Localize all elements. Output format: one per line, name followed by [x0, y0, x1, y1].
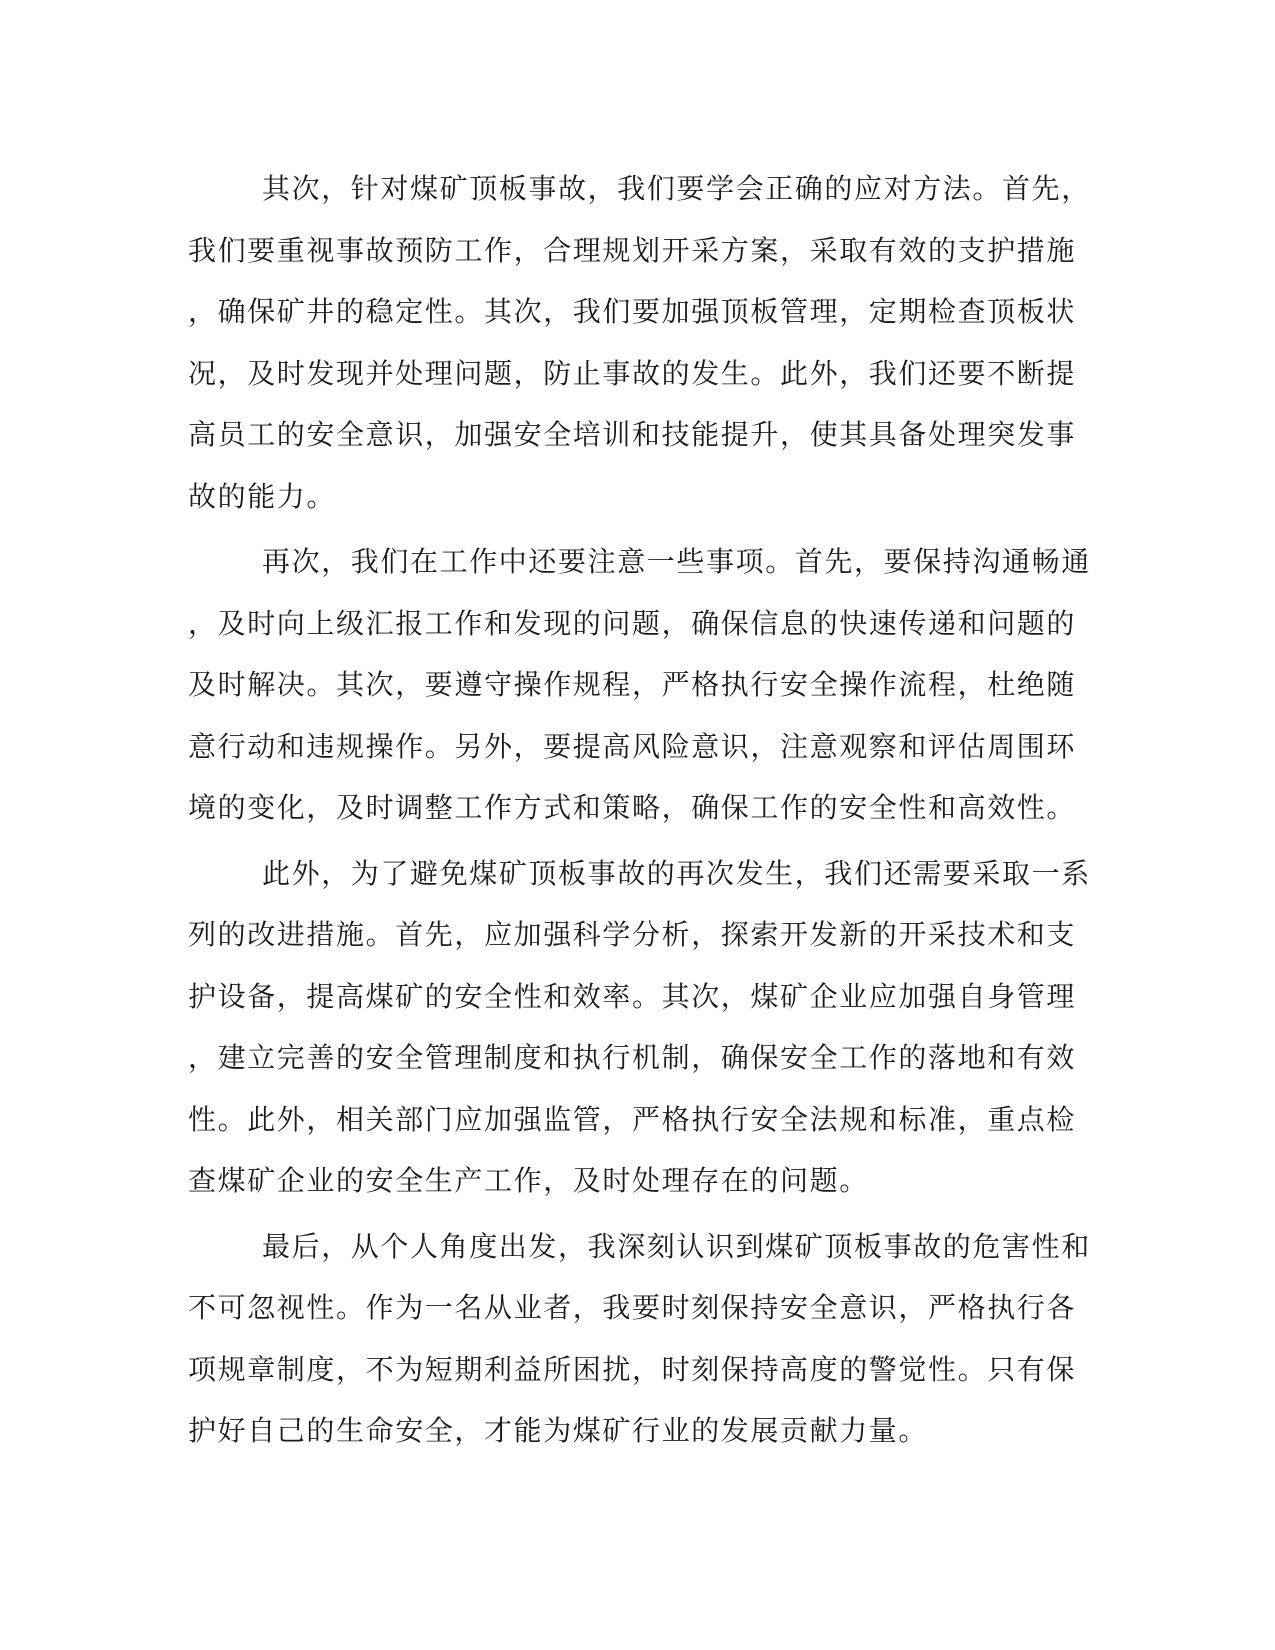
paragraph-line: 我们要重视事故预防工作，合理规划开采方案，采取有效的支护措施	[188, 233, 1077, 267]
paragraph-line: 最后，从个人角度出发，我深刻认识到煤矿顶板事故的危害性和	[262, 1229, 1091, 1263]
paragraph-line: 不可忽视性。作为一名从业者，我要时刻保持安全意识，严格执行各	[188, 1291, 1077, 1324]
paragraph-line: 项规章制度，不为短期利益所困扰，时刻保持高度的警觉性。只有保	[188, 1352, 1077, 1386]
paragraph-line: 护好自己的生命安全，才能为煤矿行业的发展贡献力量。	[188, 1414, 929, 1447]
paragraph-line: 护设备，提高煤矿的安全性和效率。其次，煤矿企业应加强自身管理	[188, 979, 1077, 1013]
paragraph-2	[188, 531, 1091, 839]
paragraph-line: ，确保矿井的稳定性。其次，我们要加强顶板管理，定期检查顶板状	[188, 295, 1077, 328]
paragraph-line: 况，及时发现并处理问题，防止事故的发生。此外，我们还要不断提	[188, 356, 1077, 390]
paragraph-line: 再次，我们在工作中还要注意一些事项。首先，要保持沟通畅通	[262, 545, 1091, 578]
paragraph-line: 高员工的安全意识，加强安全培训和技能提升，使其具备处理突发事	[188, 418, 1077, 451]
paragraph-3	[188, 843, 1091, 1212]
paragraph-line: 意行动和违规操作。另外，要提高风险意识，注意观察和评估周围环	[188, 729, 1077, 763]
paragraph-line: 查煤矿企业的安全生产工作，及时处理存在的问题。	[188, 1164, 869, 1197]
paragraph-line: 其次，针对煤矿顶板事故，我们要学会正确的应对方法。首先，	[262, 172, 1091, 205]
paragraph-line: 境的变化，及时调整工作方式和策略，确保工作的安全性和高效性。	[188, 791, 1077, 824]
paragraph-line: 此外，为了避免煤矿顶板事故的再次发生，我们还需要采取一系	[262, 856, 1091, 890]
paragraph-line: ，及时向上级汇报工作和发现的问题，确保信息的快速传递和问题的	[188, 606, 1077, 640]
paragraph-line: 及时解决。其次，要遵守操作规程，严格执行安全操作流程，杜绝随	[188, 668, 1077, 701]
paragraph-line: ，建立完善的安全管理制度和执行机制，确保安全工作的落地和有效	[188, 1041, 1077, 1074]
paragraph-line: 故的能力。	[188, 479, 337, 513]
paragraph-4	[188, 1216, 1091, 1462]
paragraph-line: 性。此外，相关部门应加强监管，严格执行安全法规和标准，重点检	[188, 1102, 1077, 1136]
paragraph-1	[188, 158, 1091, 527]
document-body	[188, 158, 1091, 1466]
paragraph-line: 列的改进措施。首先，应加强科学分析，探索开发新的开采技术和支	[188, 918, 1077, 951]
